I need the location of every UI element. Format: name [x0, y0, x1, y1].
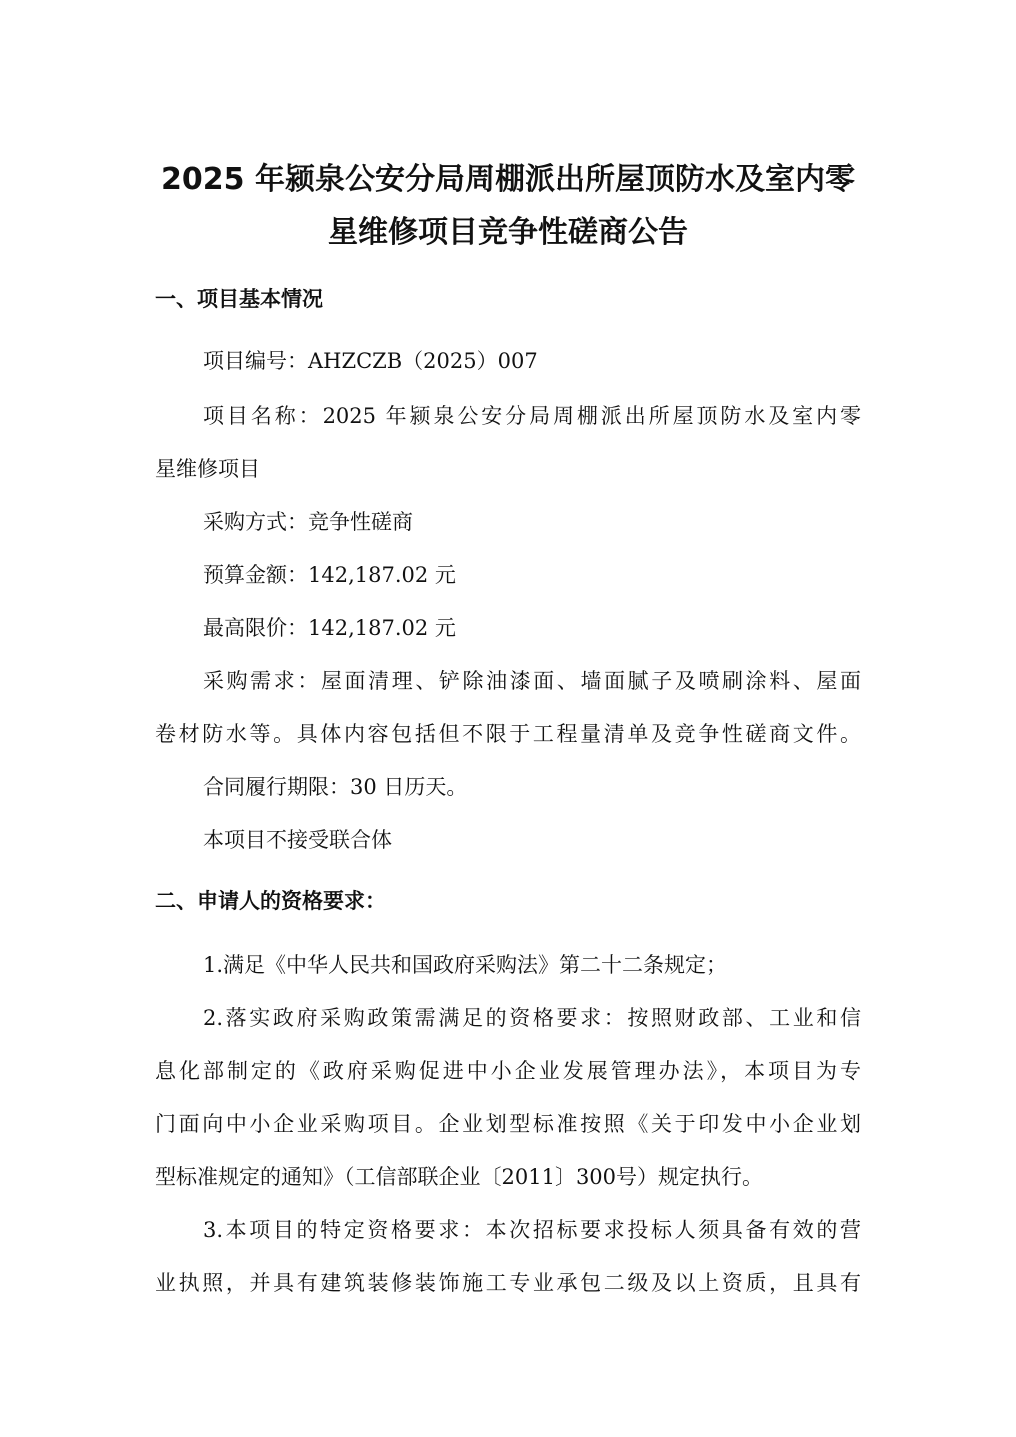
qualification-item-3-line-1: 3.本项目的特定资格要求：本次招标要求投标人须具备有效的营	[203, 1218, 861, 1242]
qualification-item-2-line-4: 型标准规定的通知》（工信部联企业〔2011〕300号）规定执行。	[155, 1165, 764, 1189]
qualification-item-2-line-2: 息化部制定的《政府采购促进中小企业发展管理办法》，本项目为专	[155, 1059, 861, 1083]
document-title-line-1: 2025 年颍泉公安分局周棚派出所屋顶防水及室内零	[161, 162, 855, 197]
maximum-price: 最高限价：142,187.02 元	[203, 616, 456, 640]
procurement-requirement-line-1: 采购需求：屋面清理、铲除油漆面、墙面腻子及喷刷涂料、屋面	[203, 669, 861, 693]
procurement-requirement-line-2: 卷材防水等。具体内容包括但不限于工程量清单及竞争性磋商文件。	[155, 722, 861, 746]
qualification-item-2-line-3: 门面向中小企业采购项目。企业划型标准按照《关于印发中小企业划	[155, 1112, 861, 1136]
contract-period: 合同履行期限：30 日历天。	[203, 775, 468, 799]
section-1-heading: 一、项目基本情况	[155, 287, 323, 311]
qualification-item-2-line-1: 2.落实政府采购政策需满足的资格要求：按照财政部、工业和信	[203, 1006, 861, 1030]
project-number: 项目编号：AHZCZB（2025）007	[203, 349, 538, 373]
document-title-line-2: 星维修项目竞争性磋商公告	[328, 215, 688, 250]
budget-amount: 预算金额：142,187.02 元	[203, 563, 456, 587]
section-2-heading: 二、申请人的资格要求：	[155, 889, 386, 913]
no-consortium-note: 本项目不接受联合体	[203, 828, 392, 852]
procurement-method: 采购方式：竞争性磋商	[203, 510, 413, 534]
project-name-line-1: 项目名称：2025 年颍泉公安分局周棚派出所屋顶防水及室内零	[203, 404, 861, 428]
project-name-line-2: 星维修项目	[155, 457, 260, 481]
qualification-item-3-line-2: 业执照，并具有建筑装修装饰施工专业承包二级及以上资质，且具有	[155, 1271, 861, 1295]
qualification-item-1: 1.满足《中华人民共和国政府采购法》第二十二条规定；	[203, 953, 728, 977]
